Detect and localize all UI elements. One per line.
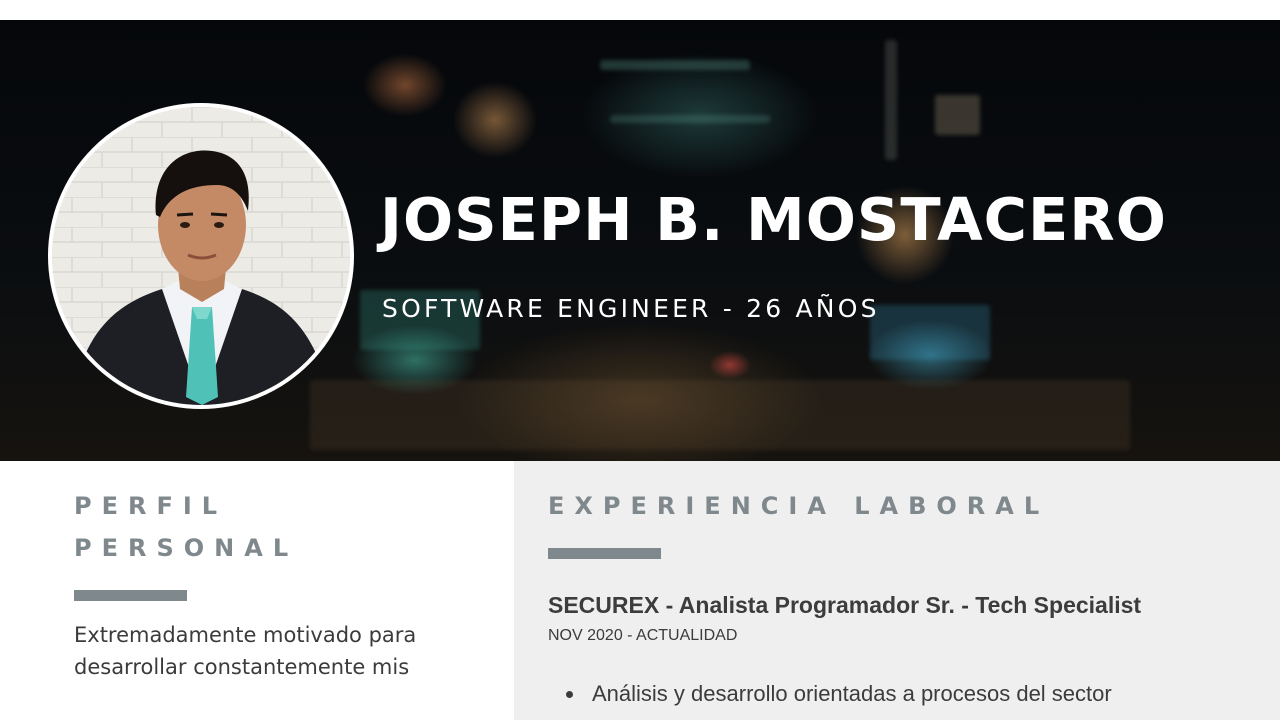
candidate-subtitle: SOFTWARE ENGINEER - 26 AÑOS bbox=[382, 294, 880, 323]
experience-title: EXPERIENCIA LABORAL bbox=[548, 492, 1050, 520]
job-bullet-list bbox=[566, 679, 1266, 709]
profile-section bbox=[0, 461, 514, 720]
profile-title-line1: PERFIL bbox=[74, 492, 228, 520]
cockpit-light bbox=[610, 115, 770, 123]
job-title: SECUREX - Analista Programador Sr. - Tech Specialist bbox=[548, 592, 1142, 618]
header-banner bbox=[0, 20, 1280, 461]
person-portrait-icon bbox=[52, 107, 350, 405]
cockpit-light bbox=[600, 60, 750, 70]
experience-section bbox=[514, 461, 1280, 720]
candidate-name: JOSEPH B. MOSTACERO bbox=[380, 185, 1167, 254]
section-divider bbox=[548, 548, 661, 559]
cockpit-light bbox=[935, 95, 980, 135]
profile-description: Extremadamente motivado para desarrollar constantemente mis bbox=[74, 623, 417, 679]
cockpit-light bbox=[870, 305, 990, 360]
profile-title-line2: PERSONAL bbox=[74, 534, 299, 562]
section-divider bbox=[74, 590, 187, 601]
profile-photo bbox=[48, 103, 354, 409]
cockpit-panel bbox=[310, 380, 1130, 450]
job-date: NOV 2020 - ACTUALIDAD bbox=[548, 627, 738, 644]
job-bullet: Análisis y desarrollo orientadas a procesos del sector bbox=[566, 679, 1266, 709]
cockpit-light bbox=[885, 40, 897, 160]
